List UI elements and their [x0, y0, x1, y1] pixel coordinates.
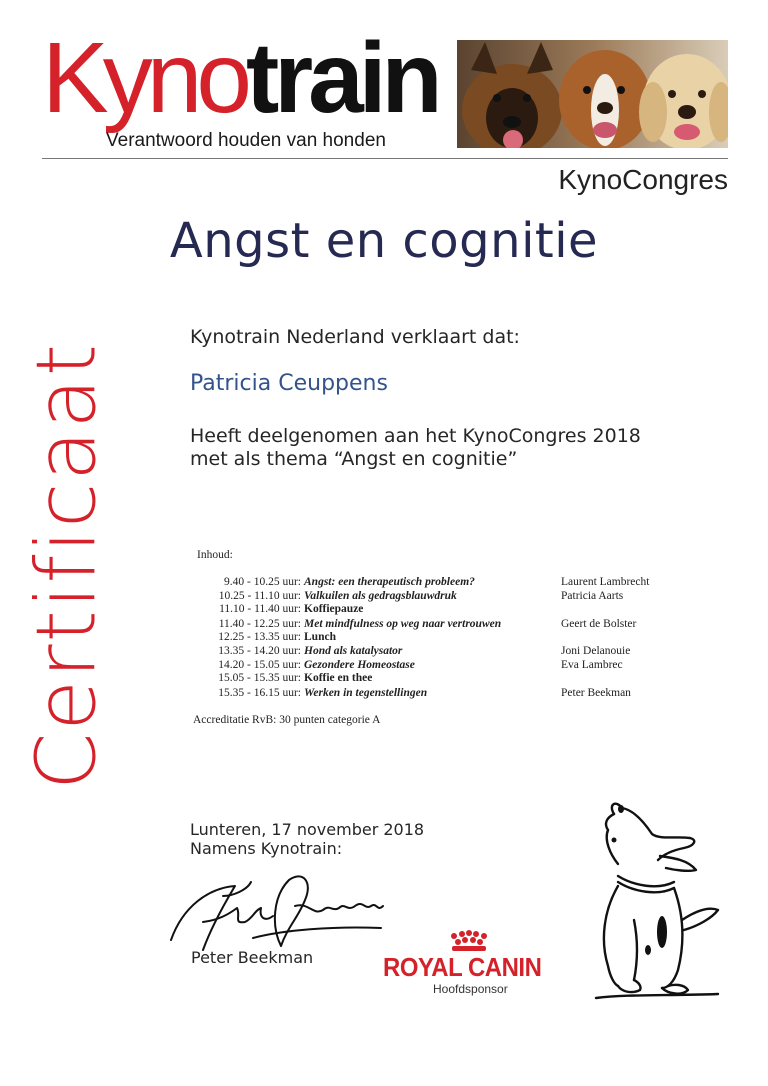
sponsor-caption: Hoofdsponsor — [433, 982, 508, 996]
logo-tagline: Verantwoord houden van honden — [106, 130, 386, 151]
program-subject: Valkuilen als gedragsblauwdruk — [304, 589, 457, 602]
logo-kyno-text: Kyno — [42, 22, 246, 134]
program-subject: Angst: een therapeutisch probleem? — [304, 576, 475, 588]
program-speaker: Geert de Bolster — [561, 617, 637, 630]
program-subject: Hond als katalysator — [304, 645, 403, 657]
program-speaker: Patricia Aarts — [561, 589, 624, 602]
place-date: Lunteren, 17 november 2018 — [190, 820, 425, 839]
participation-line-2: met als thema “Angst en cognitie” — [190, 448, 518, 470]
program-subject: Koffie en thee — [304, 672, 373, 684]
crown-icon — [446, 930, 492, 954]
sponsor-logo: ROYAL CANIN — [383, 952, 542, 982]
program-row — [0, 618, 768, 632]
signature — [163, 866, 389, 956]
program-speaker: Joni Delanouie — [561, 645, 631, 657]
certificate-title: Angst en cognitie — [169, 213, 599, 269]
dog-cartoon — [578, 800, 726, 1000]
certificate-vertical-label: Certificaat — [19, 342, 115, 790]
program-row — [0, 590, 768, 604]
declaration-text: Kynotrain Nederland verklaart dat: — [190, 326, 520, 348]
program-speaker: Peter Beekman — [561, 686, 631, 699]
program-subject: Koffiepauze — [304, 603, 364, 615]
program-speaker: Laurent Lambrecht — [561, 576, 650, 588]
program-row — [0, 645, 768, 659]
program-time: 11.10 - 11.40 uur: — [219, 603, 301, 615]
program-row — [0, 687, 768, 701]
program-row — [0, 576, 768, 590]
dogs-photo — [457, 40, 728, 148]
program-row — [0, 659, 768, 673]
program-row — [0, 672, 768, 686]
event-label: KynoCongres — [558, 164, 728, 195]
logo-train-text: train — [245, 22, 438, 134]
program-subject: Werken in tegenstellingen — [304, 686, 428, 699]
program-time: 15.05 - 15.35 uur: — [218, 672, 301, 684]
program-row — [0, 603, 768, 617]
program-time: 12.25 - 13.35 uur: — [218, 631, 301, 643]
kynotrain-logo — [42, 22, 438, 134]
participation-line-1: Heeft deelgenomen aan het KynoCongres 2018 — [190, 425, 641, 447]
program-time: 10.25 - 11.10 uur: — [218, 589, 301, 602]
signer-name: Peter Beekman — [191, 948, 314, 967]
program-time: 9.40 - 10.25 uur: — [224, 576, 301, 588]
program-speaker: Eva Lambrec — [561, 658, 623, 671]
program-time: 14.20 - 15.05 uur: — [218, 658, 301, 671]
program-time: 11.40 - 12.25 uur: — [218, 617, 301, 630]
header-divider — [42, 158, 728, 159]
recipient-name: Patricia Ceuppens — [190, 371, 388, 396]
program-time: 15.35 - 16.15 uur: — [218, 686, 301, 699]
program-time: 13.35 - 14.20 uur: — [218, 645, 301, 657]
on-behalf-label: Namens Kynotrain: — [190, 839, 343, 858]
program-subject: Gezondere Homeostase — [304, 658, 415, 671]
program-subject: Met mindfulness op weg naar vertrouwen — [304, 617, 502, 630]
program-row — [0, 631, 768, 645]
program-label: Inhoud: — [197, 549, 233, 561]
accreditation-text: Accreditatie RvB: 30 punten categorie A — [193, 714, 381, 726]
program-subject: Lunch — [304, 631, 336, 643]
